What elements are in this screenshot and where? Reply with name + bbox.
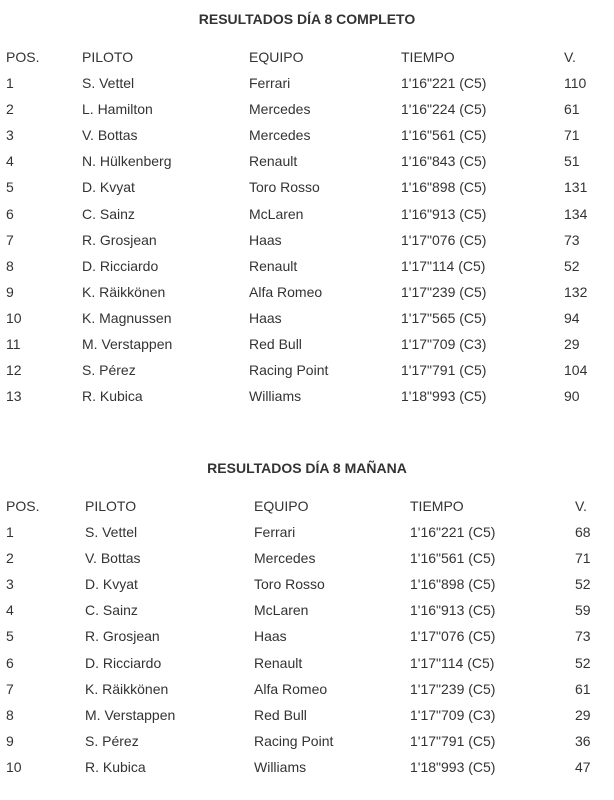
table-row xyxy=(0,357,614,383)
table-header-row xyxy=(0,493,614,519)
cell-tiempo: 1'17"239 (C5) xyxy=(410,680,496,697)
cell-tiempo: 1'17"114 (C5) xyxy=(401,257,486,274)
cell-tiempo: 1'17"709 (C3) xyxy=(401,336,487,352)
cell-equipo: Toro Rosso xyxy=(254,576,325,593)
cell-piloto: R. Kubica xyxy=(82,388,143,405)
header-equipo: EQUIPO xyxy=(249,49,304,65)
table-header-row xyxy=(0,44,614,70)
cell-equipo: Mercedes xyxy=(249,127,311,144)
cell-v: 61 xyxy=(564,101,580,118)
cell-pos: 3 xyxy=(6,576,14,593)
cell-piloto: D. Ricciardo xyxy=(85,654,162,671)
cell-equipo: Williams xyxy=(249,388,302,405)
cell-equipo: Racing Point xyxy=(249,362,329,379)
cell-equipo: Haas xyxy=(254,628,287,645)
cell-tiempo: 1'16"561 (C5) xyxy=(410,550,496,567)
header-tiempo: TIEMPO xyxy=(410,498,464,514)
cell-v: 61 xyxy=(575,680,591,697)
cell-equipo: Haas xyxy=(249,231,282,248)
cell-v: 68 xyxy=(575,524,591,540)
cell-tiempo: 1'16"913 (C5) xyxy=(401,205,487,222)
cell-piloto: L. Hamilton xyxy=(82,101,153,118)
cell-equipo: Alfa Romeo xyxy=(254,680,328,697)
cell-pos: 5 xyxy=(6,179,14,196)
table-row xyxy=(0,331,614,357)
cell-v: 94 xyxy=(564,309,580,326)
table-row xyxy=(0,383,614,409)
cell-equipo: Alfa Romeo xyxy=(249,283,323,300)
table-row xyxy=(0,279,614,305)
cell-equipo: Ferrari xyxy=(249,75,291,91)
cell-equipo: Renault xyxy=(254,654,303,671)
cell-v: 51 xyxy=(564,153,580,170)
cell-piloto: C. Sainz xyxy=(85,602,138,619)
cell-v: 132 xyxy=(564,283,588,300)
cell-pos: 13 xyxy=(6,388,22,405)
table-row xyxy=(0,96,614,122)
cell-tiempo: 1'18"993 (C5) xyxy=(401,388,487,405)
cell-pos: 1 xyxy=(6,524,14,540)
table-row xyxy=(0,754,614,780)
cell-piloto: K. Räikkönen xyxy=(82,283,166,300)
header-tiempo: TIEMPO xyxy=(401,49,455,65)
table-row xyxy=(0,545,614,571)
cell-tiempo: 1'16"843 (C5) xyxy=(401,153,487,170)
cell-piloto: K. Räikkönen xyxy=(85,680,169,697)
cell-equipo: Red Bull xyxy=(254,706,307,723)
cell-tiempo: 1'16"221 (C5) xyxy=(410,524,496,540)
table-row xyxy=(0,148,614,174)
cell-v: 52 xyxy=(575,576,591,593)
cell-equipo: Renault xyxy=(249,257,298,274)
table-row xyxy=(0,597,614,623)
table-row xyxy=(0,70,614,96)
cell-piloto: S. Pérez xyxy=(82,362,136,379)
cell-equipo: Mercedes xyxy=(249,101,311,118)
cell-equipo: McLaren xyxy=(254,602,309,619)
cell-pos: 8 xyxy=(6,257,14,274)
table-row xyxy=(0,702,614,728)
cell-tiempo: 1'17"709 (C3) xyxy=(410,706,496,723)
cell-equipo: McLaren xyxy=(249,205,304,222)
cell-pos: 8 xyxy=(6,706,14,723)
cell-tiempo: 1'17"791 (C5) xyxy=(401,362,487,379)
cell-v: 59 xyxy=(575,602,591,619)
cell-tiempo: 1'16"913 (C5) xyxy=(410,602,496,619)
header-v: V. xyxy=(564,49,576,65)
header-pos: POS. xyxy=(6,498,40,514)
table-row xyxy=(0,728,614,754)
cell-piloto: K. Magnussen xyxy=(82,309,172,326)
cell-pos: 2 xyxy=(6,101,14,118)
cell-piloto: V. Bottas xyxy=(85,550,141,567)
cell-piloto: S. Vettel xyxy=(82,75,135,91)
header-piloto: PILOTO xyxy=(85,498,137,514)
cell-pos: 5 xyxy=(6,628,14,645)
cell-tiempo: 1'17"114 (C5) xyxy=(410,654,495,671)
table-row xyxy=(0,174,614,200)
cell-pos: 9 xyxy=(6,732,14,749)
cell-equipo: Ferrari xyxy=(254,524,296,540)
cell-v: 73 xyxy=(575,628,591,645)
cell-pos: 4 xyxy=(6,153,14,170)
cell-v: 29 xyxy=(575,706,591,723)
cell-tiempo: 1'17"565 (C5) xyxy=(401,309,487,326)
cell-equipo: Mercedes xyxy=(254,550,316,567)
cell-pos: 9 xyxy=(6,283,14,300)
cell-tiempo: 1'16"224 (C5) xyxy=(401,101,487,118)
cell-piloto: D. Ricciardo xyxy=(82,257,159,274)
table-row xyxy=(0,676,614,702)
table-row xyxy=(0,623,614,649)
table-row xyxy=(0,571,614,597)
cell-pos: 6 xyxy=(6,654,14,671)
cell-tiempo: 1'17"239 (C5) xyxy=(401,283,487,300)
section-title: RESULTADOS DÍA 8 COMPLETO xyxy=(198,11,416,27)
header-equipo: EQUIPO xyxy=(254,498,309,514)
cell-equipo: Renault xyxy=(249,153,298,170)
cell-piloto: M. Verstappen xyxy=(82,336,173,352)
cell-piloto: C. Sainz xyxy=(82,205,135,222)
cell-v: 47 xyxy=(575,758,591,775)
cell-v: 29 xyxy=(564,336,580,352)
cell-pos: 3 xyxy=(6,127,14,144)
cell-piloto: N. Hülkenberg xyxy=(82,153,172,170)
cell-tiempo: 1'17"076 (C5) xyxy=(401,231,487,248)
cell-tiempo: 1'16"898 (C5) xyxy=(410,576,496,593)
cell-tiempo: 1'17"791 (C5) xyxy=(410,732,496,749)
cell-pos: 7 xyxy=(6,680,14,697)
cell-pos: 7 xyxy=(6,231,14,248)
header-v: V. xyxy=(575,498,587,514)
cell-equipo: Racing Point xyxy=(254,732,334,749)
table-row xyxy=(0,650,614,676)
cell-piloto: R. Grosjean xyxy=(85,628,160,645)
cell-v: 52 xyxy=(575,654,591,671)
cell-piloto: D. Kvyat xyxy=(82,179,135,196)
cell-v: 73 xyxy=(564,231,580,248)
header-piloto: PILOTO xyxy=(82,49,134,65)
table-row xyxy=(0,201,614,227)
cell-pos: 4 xyxy=(6,602,14,619)
cell-tiempo: 1'16"898 (C5) xyxy=(401,179,487,196)
cell-pos: 10 xyxy=(6,309,22,326)
cell-equipo: Haas xyxy=(249,309,282,326)
cell-pos: 10 xyxy=(6,758,22,775)
cell-v: 131 xyxy=(564,179,588,196)
cell-v: 104 xyxy=(564,362,588,379)
cell-pos: 12 xyxy=(6,362,22,379)
header-pos: POS. xyxy=(6,49,40,65)
cell-pos: 2 xyxy=(6,550,14,567)
cell-pos: 6 xyxy=(6,205,14,222)
cell-piloto: D. Kvyat xyxy=(85,576,138,593)
cell-v: 71 xyxy=(575,550,591,567)
cell-v: 52 xyxy=(564,257,580,274)
cell-piloto: V. Bottas xyxy=(82,127,138,144)
cell-pos: 1 xyxy=(6,75,14,91)
cell-v: 134 xyxy=(564,205,588,222)
table-row xyxy=(0,519,614,545)
cell-v: 36 xyxy=(575,732,591,749)
section-title: RESULTADOS DÍA 8 MAÑANA xyxy=(207,460,407,476)
table-row xyxy=(0,253,614,279)
cell-piloto: R. Grosjean xyxy=(82,231,157,248)
cell-pos: 11 xyxy=(6,336,21,352)
cell-equipo: Red Bull xyxy=(249,336,302,352)
cell-tiempo: 1'16"221 (C5) xyxy=(401,75,487,91)
cell-piloto: S. Pérez xyxy=(85,732,139,749)
cell-piloto: M. Verstappen xyxy=(85,706,176,723)
cell-v: 71 xyxy=(564,127,580,144)
cell-equipo: Toro Rosso xyxy=(249,179,320,196)
cell-tiempo: 1'18"993 (C5) xyxy=(410,758,496,775)
cell-piloto: S. Vettel xyxy=(85,524,138,540)
cell-v: 90 xyxy=(564,388,580,405)
cell-v: 110 xyxy=(564,75,587,91)
table-row xyxy=(0,122,614,148)
cell-equipo: Williams xyxy=(254,758,307,775)
table-row xyxy=(0,305,614,331)
cell-piloto: R. Kubica xyxy=(85,758,146,775)
cell-tiempo: 1'17"076 (C5) xyxy=(410,628,496,645)
table-row xyxy=(0,227,614,253)
cell-tiempo: 1'16"561 (C5) xyxy=(401,127,487,144)
